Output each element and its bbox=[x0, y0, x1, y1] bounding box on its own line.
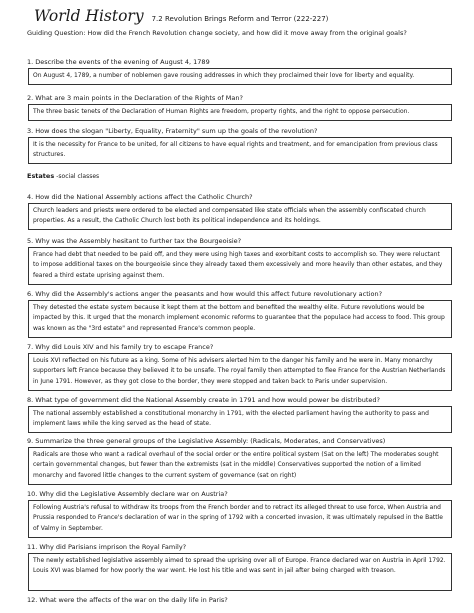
answer-10[interactable]: Following Austria's refusal to withdraw its troops from the French border and to retract its alleged threat to use force, When Austria and Prussia responded to France's declaration of war in the spring of 1792 with a concerted invasion, it was ultimately repulsed in the Battle of Valmy in September. bbox=[28, 500, 452, 538]
estates-definition: -social classes bbox=[56, 173, 100, 180]
answer-11[interactable]: The newly established legislative assembly aimed to spread the uprising over all of Europe. France declared war on Austria in April 1792. Louis XVI was blamed for how poorly the war went. He lost his title and was sent in jail after being charged with treason. bbox=[28, 553, 452, 591]
answer-5[interactable]: France had debt that needed to be paid off, and they were using high taxes and exorbitant costs to accomplish so. They were reluctant to impose additional taxes on the bourgeoisie since they already taxed them excessively and more heavily than other estates, and they feared a third estate uprising against them. bbox=[28, 247, 452, 285]
question-3: 3. How does the slogan "Liberty, Equality, Fraternity" sum up the goals of the revolution? bbox=[27, 127, 318, 135]
question-7: 7. Why did Louis XIV and his family try to escape France? bbox=[27, 343, 214, 351]
question-1: 1. Describe the events of the evening of August 4, 1789 bbox=[27, 58, 210, 66]
guiding-question: Guiding Question: How did the French Revolution change society, and how did it move away from the original goals? bbox=[27, 29, 407, 37]
worksheet-header bbox=[34, 6, 454, 28]
answer-7[interactable]: Louis XVI reflected on his future as a king. Some of his advisers alerted him to the danger his family and he were in. Many monarchy supporters left France because they believed it to be unsafe. The royal family then attempted to flee France for the Austrian Netherlands in June 1791. However, as they got close to the border, they were stopped and taken back to Paris under supervision. bbox=[28, 353, 452, 391]
answer-3[interactable]: It is the necessity for France to be united, for all citizens to have equal rights and treatment, and for emancipation from previous class structures. bbox=[28, 137, 452, 164]
estates-note bbox=[27, 172, 99, 180]
answer-6[interactable]: They detested the estate system because it kept them at the bottom and benefited the wealthy elite. Future revolutions would be impacted by this. It urged that the monarch implement economic reforms to guarantee that the populace had access to food. This group was known as the "3rd estate" and represented France's common people. bbox=[28, 300, 452, 338]
question-9: 9. Summarize the three general groups of the Legislative Assembly: (Radicals, Moderates, and Conservatives) bbox=[27, 437, 386, 445]
question-12: 12. What were the affects of the war on the daily life in Paris? bbox=[27, 596, 228, 604]
answer-8[interactable]: The national assembly established a constitutional monarchy in 1791, with the elected parliament having the authority to pass and implement laws while the king served as the head of state. bbox=[28, 406, 452, 433]
question-8: 8. What type of government did the National Assembly create in 1791 and how would power be distributed? bbox=[27, 396, 380, 404]
answer-2[interactable]: The three basic tenets of the Declaration of Human Rights are freedom, property rights, and the right to oppose persecution. bbox=[28, 104, 452, 121]
section-subtitle: 7.2 Revolution Brings Reform and Terror (222-227) bbox=[151, 15, 329, 23]
question-11: 11. Why did Parisians imprison the Royal Family? bbox=[27, 543, 187, 551]
question-5: 5. Why was the Assembly hesitant to further tax the Bourgeoisie? bbox=[27, 237, 242, 245]
page-title: World History bbox=[34, 7, 144, 25]
estates-label: Estates bbox=[27, 172, 55, 180]
answer-1[interactable]: On August 4, 1789, a number of noblemen gave rousing addresses in which they proclaimed their love for liberty and equality. bbox=[28, 68, 452, 85]
question-6: 6. Why did the Assembly's actions anger the peasants and how would this affect future revolutionary action? bbox=[27, 290, 383, 298]
answer-4[interactable]: Church leaders and priests were ordered to be elected and compensated like state officials when the assembly confiscated church properties. As a result, the Catholic Church lost both its political independence and its holdings. bbox=[28, 203, 452, 230]
answer-9[interactable]: Radicals are those who want a radical overhaul of the social order or the entire political system (Sat on the left) The moderates sought certain governmental changes, but fewer than the extremists (sat in the middle) Conservatives supported the notion of a limited monarchy and favored little changes to the current system of governance (sat on right) bbox=[28, 447, 452, 485]
question-2: 2. What are 3 main points in the Declaration of the Rights of Man? bbox=[27, 94, 243, 102]
question-10: 10. Why did the Legislative Assembly declare war on Austria? bbox=[27, 490, 228, 498]
question-4: 4. How did the National Assembly actions affect the Catholic Church? bbox=[27, 193, 253, 201]
